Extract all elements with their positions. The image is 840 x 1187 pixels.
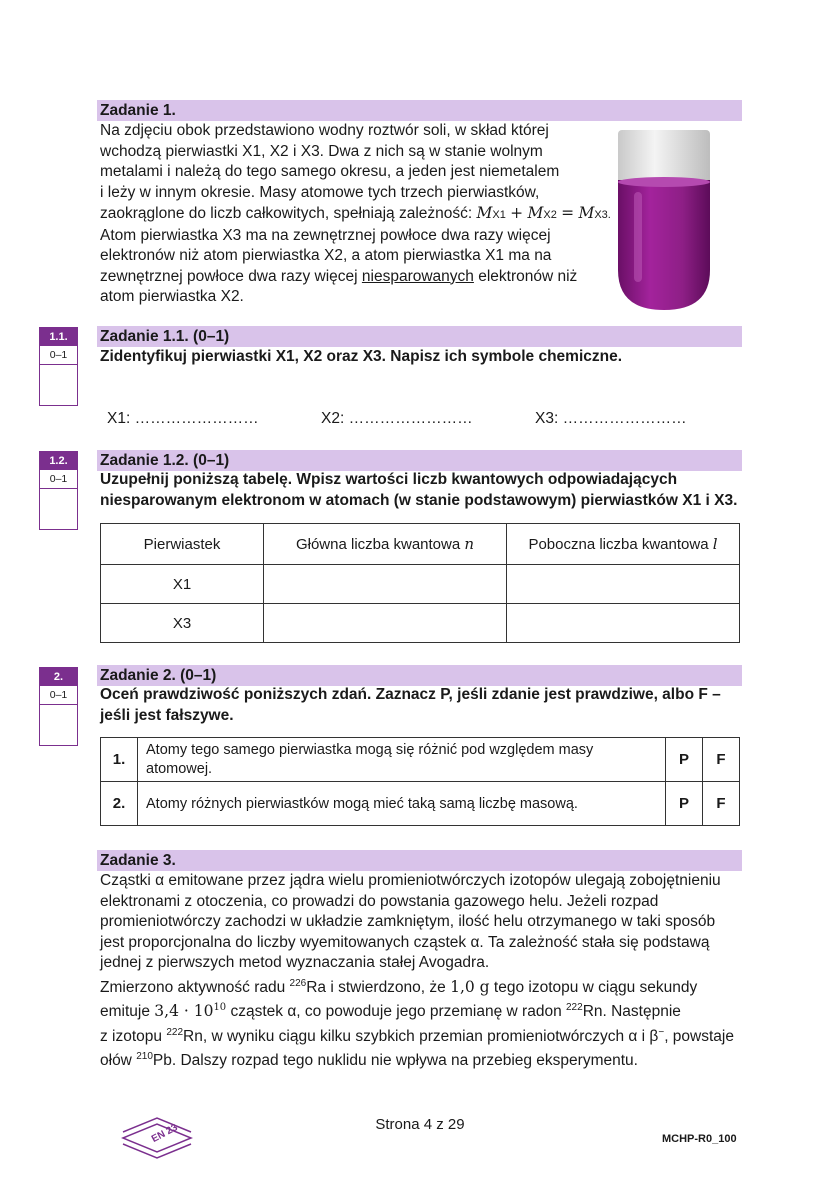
svg-text:EN 23: EN 23 <box>149 1122 180 1145</box>
table-row: X1 <box>101 565 740 604</box>
col-side-header: Poboczna liczba kwantowa l <box>507 524 740 565</box>
task1-1-instruction: Zidentyfikuj pierwiastki X1, X2 oraz X3. Napisz ich symbole chemiczne. <box>100 348 623 365</box>
true-false-table <box>100 737 740 826</box>
score-box-1-1: 1.1. 0–1 <box>39 327 78 406</box>
col-main-header: Główna liczba kwantowa n <box>264 524 507 565</box>
task2-header: Zadanie 2. (0–1) <box>97 665 742 686</box>
p-option[interactable]: P <box>666 782 703 826</box>
task1-2-instruction: Uzupełnij poniższą tabelę. Wpisz wartości liczb kwantowych odpowiadających niesparowanym elektronom w atomach (w stanie podstawowym) pierwiastków X1 i X3. <box>100 471 738 509</box>
answer-x1[interactable]: X1: …………………… <box>107 410 259 427</box>
score-box-2: 2. 0–1 <box>39 667 78 746</box>
answer-x2[interactable]: X2: …………………… <box>321 410 473 427</box>
task2-instruction: Oceń prawdziwość poniższych zdań. Zaznacz P, jeśli zdanie jest prawdziwe, albo F – jeśli jest fałszywe. <box>100 686 721 724</box>
p-option[interactable]: P <box>666 738 703 782</box>
exam-code: MCHP-R0_100 <box>662 1133 737 1145</box>
col-element-header: Pierwiastek <box>101 524 264 565</box>
answer-cell[interactable] <box>264 565 507 604</box>
formula-line: zaokrąglone do liczb całkowitych, spełniają zależność: MX1 + MX2 = MX3. <box>100 204 611 222</box>
score-field[interactable] <box>40 489 77 529</box>
answer-cell[interactable] <box>264 604 507 643</box>
table-row: 1. Atomy tego samego pierwiastka mogą się różnić pod względem masy atomowej. P F <box>101 738 740 782</box>
page-number: Strona 4 z 29 <box>375 1116 465 1133</box>
task1-text: Na zdjęciu obok przedstawiono wodny roztwór soli, w skład której wchodzą pierwiastki X1, X2 i X3. Dwa z nich są w stanie wolnym metalami i należą do tego samego okresu, a jeden jest niemetalem i leży w innym okresie. Masy atomowe tych trzech pierwiastków, zaokrąglone do liczb całkowitych, spełniają zależność: MX1 + MX2 = MX3. Atom pierwiastka X3 ma na zewnętrznej powłoce dwa razy więcej elektronów niż atom pierwiastka X2, a atom pierwiastka X1 ma na zewnętrznej powłoce dwa razy więcej niesparowanych elektronów niż atom pierwiastka X2. <box>100 121 620 308</box>
table-row: 2. Atomy różnych pierwiastków mogą mieć taką samą liczbę masową. P F <box>101 782 740 826</box>
task3-text: Cząstki α emitowane przez jądra wielu promieniotwórczych izotopów ulegają zobojętnieniu elektronami z otoczenia, co prowadzi do powstania gazowego helu. Jeżeli rozpad promieniotwórczy zachodzi w układzie zamkniętym, ilość helu otrzymanego w taki sposób jest proporcjonalna do liczby wyemitowanych cząstek α. Ta zależność stała się podstawą jednej z pierwszych metod wyznaczania stałej Avogadra. Zmierzono aktywność radu $^{226}$Ra i stwierdzono, że 1,0 g tego izotopu w ciągu sekundy emituje $3,4 \cdot 10^{10}$ cząstek α, co powoduje jego przemianę w radon $^{222}$Rn. Następnie z izotopu $^{222}$Rn, w wyniku ciągu kilku szybkich przemian promieniotwórczych α i β−, powstaje ołów $^{210}$Pb. Dalszy rozpad tego nuklidu nie wpływa na przebieg eksperymentu. <box>100 872 734 1070</box>
task3-header: Zadanie 3. <box>97 850 742 871</box>
answer-x3[interactable]: X3: …………………… <box>535 410 687 427</box>
answer-cell[interactable] <box>507 604 740 643</box>
test-tube-image <box>614 130 714 312</box>
score-field[interactable] <box>40 705 77 745</box>
score-field[interactable] <box>40 365 77 405</box>
task1-header: Zadanie 1. <box>97 100 742 121</box>
answer-cell[interactable] <box>507 565 740 604</box>
f-option[interactable]: F <box>703 738 740 782</box>
task1-2-header: Zadanie 1.2. (0–1) <box>97 450 742 471</box>
table-row: X3 <box>101 604 740 643</box>
task1-1-header: Zadanie 1.1. (0–1) <box>97 326 742 347</box>
f-option[interactable]: F <box>703 782 740 826</box>
quantum-table <box>100 523 740 643</box>
score-box-1-2: 1.2. 0–1 <box>39 451 78 530</box>
